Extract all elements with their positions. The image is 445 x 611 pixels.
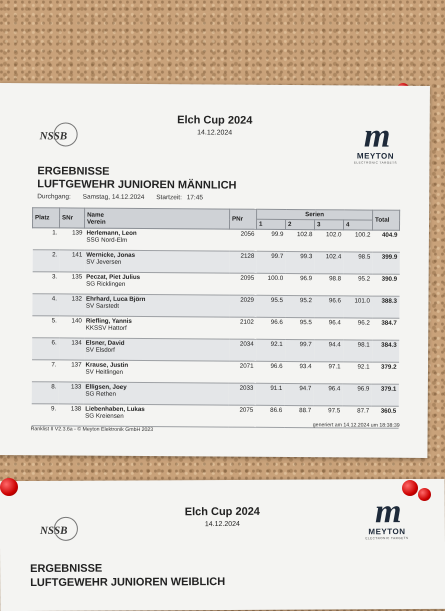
meyton-subline: ELECTRONIC TARGETS (365, 536, 409, 541)
class-title: LUFTGEWEHR JUNIOREN WEIBLICH (30, 575, 226, 590)
durchgang-value: Samstag, 14.12.2024 (82, 193, 145, 202)
cell-platz: 9. (31, 404, 58, 426)
nssb-logo (40, 130, 68, 142)
cell-pnr: 2056 (229, 229, 256, 251)
cell-pnr: 2075 (228, 405, 255, 427)
cell-serie-3: 102.0 (314, 230, 343, 252)
results-heading: ERGEBNISSE (30, 562, 103, 576)
durchgang-label: Durchgang: (37, 193, 71, 201)
cell-serie-2: 99.3 (285, 251, 314, 273)
athlete-name: Peczat, Piet Julius (86, 273, 141, 281)
cell-serie-3: 102.4 (314, 252, 343, 274)
cell-serie-2: 95.5 (285, 317, 314, 339)
cell-platz: 4. (32, 294, 59, 316)
results-heading: ERGEBNISSE (37, 165, 110, 178)
cell-serie-2: 88.7 (284, 405, 313, 427)
session-info (37, 193, 213, 201)
col-serie-4: 4 (343, 220, 372, 230)
cell-snr: 140 (59, 316, 84, 338)
nssb-logo (40, 525, 68, 537)
cell-serie-4: 98.5 (343, 252, 372, 274)
cell-serie-1: 96.6 (255, 361, 284, 383)
table-row (31, 360, 398, 385)
cell-pnr: 2128 (229, 251, 256, 273)
cell-platz: 7. (31, 360, 58, 382)
cell-name-verein (84, 294, 229, 317)
cell-serie-2: 93.4 (284, 361, 313, 383)
event-date: 14.12.2024 (204, 520, 240, 529)
cell-serie-3: 96.4 (314, 318, 343, 340)
cell-total: 399.9 (372, 252, 399, 274)
cell-name-verein (84, 338, 229, 361)
cell-serie-1: 99.7 (256, 251, 285, 273)
cell-name-verein (84, 228, 229, 251)
table-row (32, 316, 399, 341)
startzeit-value: 17:45 (186, 194, 204, 202)
athlete-name: Ehrhard, Luca Björn (85, 295, 146, 304)
meyton-m-icon: m (363, 117, 388, 155)
cell-serie-3: 96.4 (313, 384, 342, 406)
club-name: SV Elsdorf (85, 346, 115, 354)
club-name: SV Heitlingen (85, 368, 124, 376)
meyton-wordmark: MEYTON (368, 527, 406, 537)
cell-snr: 141 (59, 250, 84, 272)
cell-serie-1: 100.0 (256, 273, 285, 295)
club-name: SG Rethen (85, 390, 116, 398)
athlete-name: Herlemann, Leon (86, 229, 137, 237)
table-row (31, 382, 398, 407)
athlete-name: Riefling, Yannis (85, 317, 132, 325)
cell-serie-4: 98.1 (343, 340, 372, 362)
cell-name-verein (83, 404, 228, 427)
cell-serie-4: 87.7 (342, 406, 371, 428)
cell-serie-3: 96.6 (314, 296, 343, 318)
footer-generated: generiert am 14.12.2024 um 18:38:39 (312, 422, 400, 429)
event-title: Elch Cup 2024 (177, 114, 253, 127)
club-name: SSG Nord-Elm (86, 236, 128, 244)
meyton-logo (351, 117, 399, 165)
col-serie-2: 2 (285, 219, 314, 229)
cell-pnr: 2033 (228, 383, 255, 405)
cell-total: 390.9 (372, 274, 399, 296)
cell-serie-1: 96.6 (256, 317, 285, 339)
cell-snr: 138 (58, 404, 83, 426)
meyton-subline: ELECTRONIC TARGETS (353, 160, 397, 165)
cell-serie-2: 96.9 (285, 273, 314, 295)
cell-serie-3: 97.5 (313, 406, 342, 428)
col-serie-1: 1 (256, 219, 285, 229)
col-serien: Serien (257, 209, 373, 220)
cell-platz: 2. (32, 250, 59, 272)
cell-serie-3: 97.1 (313, 362, 342, 384)
cell-serie-3: 98.8 (314, 274, 343, 296)
cell-pnr: 2034 (229, 339, 256, 361)
cell-total: 384.7 (372, 318, 399, 340)
table-row (32, 338, 399, 363)
cell-name-verein (83, 360, 228, 383)
cell-total: 360.5 (371, 406, 398, 428)
event-date: 14.12.2024 (197, 129, 233, 137)
cell-serie-2: 95.2 (285, 295, 314, 317)
club-name: SG Kreiensen (85, 412, 124, 420)
club-name: KKSSV Hattorf (85, 324, 127, 332)
col-platz: Platz (32, 208, 59, 228)
club-name: SV Jeversen (86, 258, 122, 266)
cell-pnr: 2029 (229, 295, 256, 317)
red-pushpin-icon (402, 480, 418, 496)
nssb-logo-text: NSSB (39, 130, 68, 143)
athlete-name: Liebenhaben, Lukas (85, 405, 145, 414)
meyton-m-icon: m (374, 493, 399, 531)
cell-name-verein (84, 250, 229, 273)
results-table (31, 207, 401, 429)
cell-serie-1: 95.5 (256, 295, 285, 317)
class-title: LUFTGEWEHR JUNIOREN MÄNNLICH (37, 178, 237, 192)
meyton-logo (362, 493, 412, 541)
cell-pnr: 2071 (228, 361, 255, 383)
table-row (32, 250, 399, 275)
cell-snr: 139 (59, 228, 84, 250)
athlete-name: Krause, Justin (85, 361, 129, 369)
cell-pnr: 2095 (229, 273, 256, 295)
club-name: SV Sarstedt (85, 302, 119, 310)
col-total: Total (372, 210, 399, 230)
cell-platz: 3. (32, 272, 59, 294)
cell-snr: 137 (58, 360, 83, 382)
cell-serie-4: 95.2 (343, 274, 372, 296)
cell-serie-1: 92.1 (256, 339, 285, 361)
cell-snr: 135 (59, 272, 84, 294)
cell-name-verein (83, 382, 228, 405)
cell-platz: 1. (32, 228, 59, 250)
athlete-name: Elligsen, Joey (85, 383, 127, 391)
cell-total: 379.1 (371, 384, 398, 406)
cell-serie-1: 86.6 (255, 405, 284, 427)
col-verein: Verein (87, 218, 106, 226)
cell-total: 379.2 (371, 362, 398, 384)
cell-serie-3: 94.4 (314, 340, 343, 362)
col-pnr: PNr (229, 209, 256, 229)
cell-pnr: 2102 (229, 317, 256, 339)
cell-serie-4: 101.0 (343, 296, 372, 318)
athlete-name: Elsner, David (85, 339, 125, 347)
cell-serie-4: 96.9 (342, 384, 371, 406)
col-serie-3: 3 (314, 220, 343, 230)
club-name: SG Ricklingen (86, 280, 126, 288)
red-pushpin-icon (0, 478, 18, 496)
table-row (32, 228, 399, 253)
cell-snr: 132 (59, 294, 84, 316)
footer-software: Ranklist II V2.3.6a - © Meyton Elektronik GmbH 2023 (30, 426, 154, 434)
cell-serie-2: 102.8 (285, 229, 314, 251)
cell-serie-1: 91.1 (255, 383, 284, 405)
cell-platz: 5. (32, 316, 59, 338)
cell-name-verein (84, 272, 229, 295)
table-row (32, 272, 399, 297)
startzeit-label: Startzeit: (156, 194, 182, 202)
cell-snr: 133 (58, 382, 83, 404)
col-snr: SNr (59, 208, 84, 228)
cell-total: 404.9 (372, 230, 399, 252)
results-sheet-men (0, 83, 430, 458)
cell-name-verein (84, 316, 229, 339)
cell-snr: 134 (59, 338, 84, 360)
col-name-verein (84, 208, 229, 229)
table-row (32, 294, 399, 319)
athlete-name: Wernicke, Jonas (86, 251, 136, 259)
cell-total: 384.3 (372, 340, 399, 362)
cell-platz: 8. (31, 382, 58, 404)
meyton-wordmark: MEYTON (356, 151, 395, 161)
cell-serie-2: 94.7 (284, 383, 313, 405)
results-sheet-women (0, 479, 445, 611)
nssb-logo-text: NSSB (39, 524, 68, 537)
cell-serie-4: 92.1 (342, 362, 371, 384)
cell-platz: 6. (32, 338, 59, 360)
cell-serie-1: 99.9 (256, 229, 285, 251)
cell-total: 388.3 (372, 296, 399, 318)
cell-serie-2: 99.7 (285, 339, 314, 361)
red-pushpin-icon (418, 488, 431, 501)
cell-serie-4: 100.2 (343, 230, 372, 252)
cell-serie-4: 96.2 (343, 318, 372, 340)
event-title: Elch Cup 2024 (184, 505, 260, 519)
col-name: Name (87, 211, 104, 219)
